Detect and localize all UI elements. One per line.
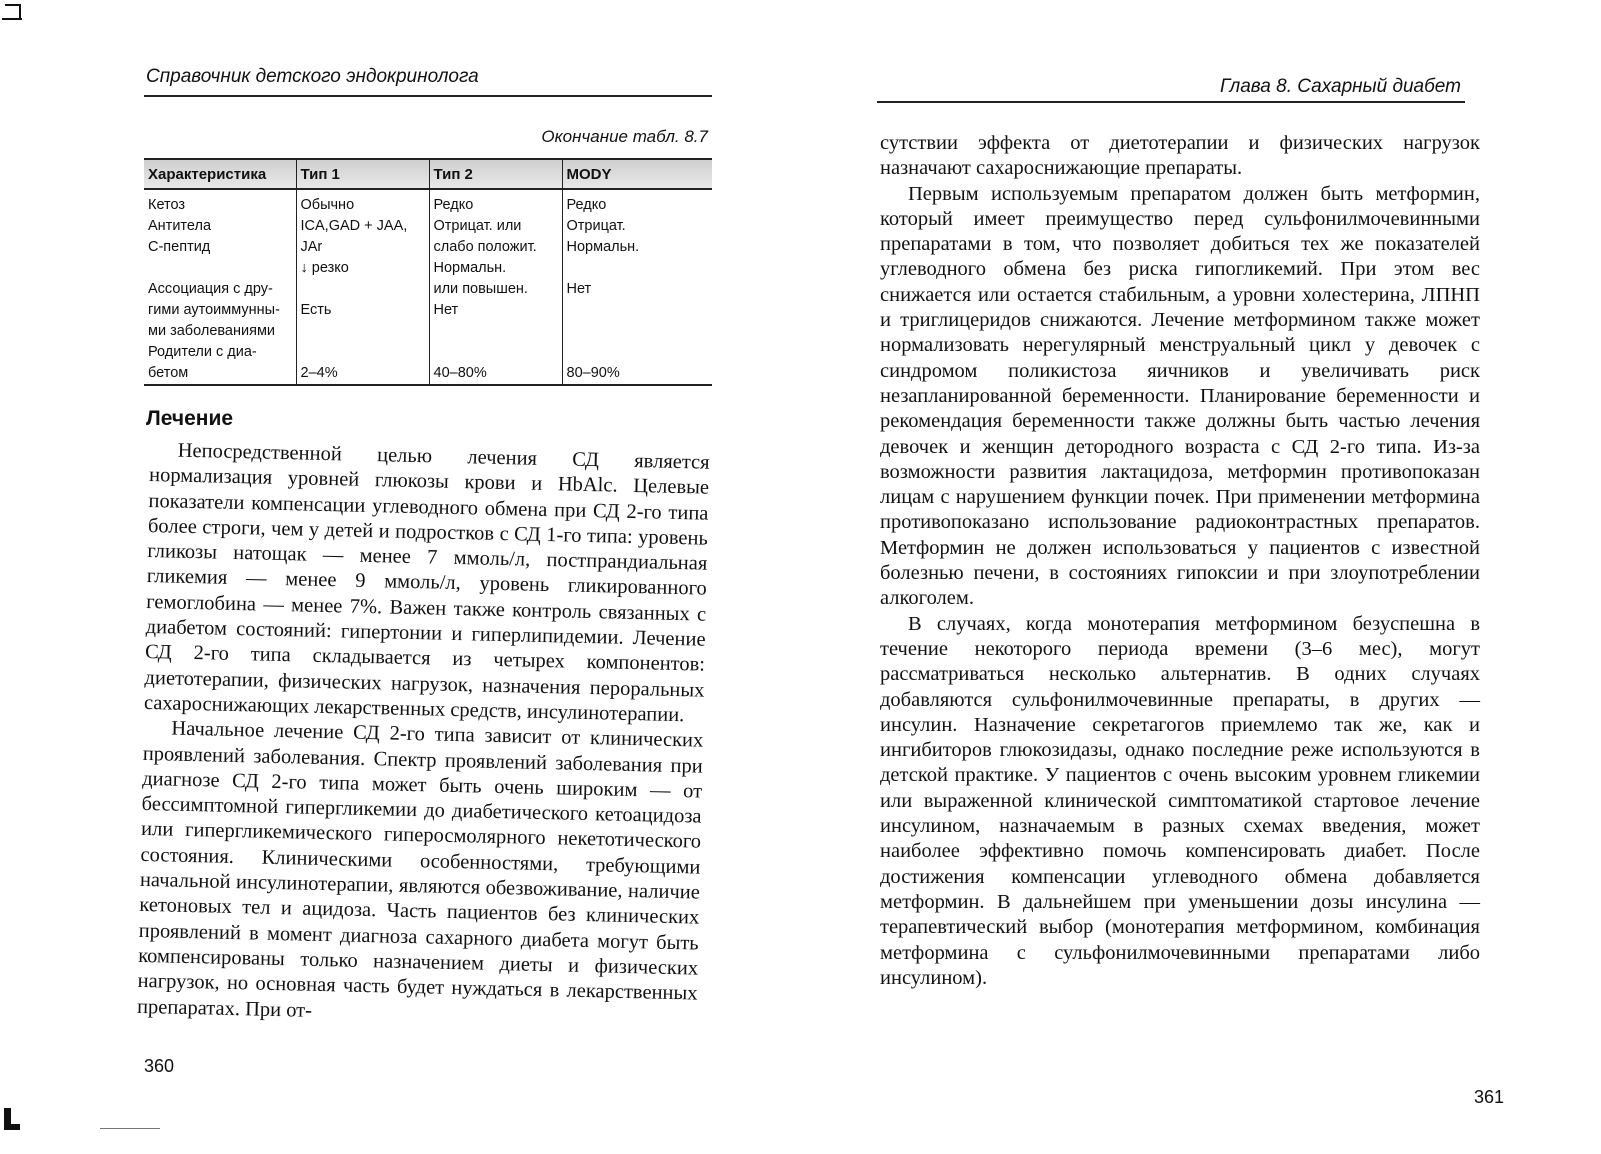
running-head-right: Глава 8. Сахарный диабет [1220,76,1461,97]
table-column-characteristic [144,189,296,385]
right-page [800,0,1601,1154]
table-cell-line: Обычно [300,197,355,213]
table-cell-line: 2–4% [300,365,338,381]
paragraph: Начальное лечение СД 2-го типа зависит от клинических проявлений заболевания. Спектр проявлений заболевания при диагнозе СД 2-го типа может быть очень широким — от бессимптомной гипергликемии до диабетического кетоацидоза или гипергликемического гиперосмолярного некетотического состояния. Клиническими особенностями, требующими начальной инсулинотерапии, являются обезвоживание, наличие кетоновых тел и ацидоза. Часть пациентов без клинических проявлений в момент диагноза сахарного диабета могут быть компенсированы только назначением диеты и физических нагрузок, но основная часть будет нуждаться в лекарственных препаратах. При от- [136,717,704,1022]
table-column-mody [562,189,712,385]
table-cell-line: JAr [300,239,323,255]
table-header-cell: Характеристика [144,159,296,189]
scan-corner-mark [2,18,22,20]
table-cell-line: гими аутоиммунны- [148,302,280,318]
table-cell-line: Отрицат. [566,218,626,234]
table-cell-line: Отрицат. или [433,218,522,234]
table-cell-line: Родители с диа- [148,344,257,360]
table-caption: Окончание табл. 8.7 [541,127,708,146]
paragraph: В случаях, когда монотерапия метформином безуспешна в течение некоторого периода времени (3–6 мес), могут рассматриваться несколько альтернатив. В одних случаях добавляются сульфонилмочевинные препараты, в других — инсулин. Назначение секретагогов приемлемо так же, как и ингибиторов глюкозидазы, однако последние реже используются в детской практике. У пациентов с очень высоким уровнем гликемии или выраженной клинической симптоматикой стартовое лечение инсулином, назначаемым в разных схемах введения, может наиболее эффективно помочь компенсировать диабет. После достижения компенсации углеводного обмена добавляется метформин. В дальнейшем при уменьшении дозы инсулина — терапевтический выбор (монотерапия метформином, комбинация метформина с сульфонилмочевинными препаратами либо инсулином). [880,612,1480,989]
table-cell-line: Редко [433,197,474,213]
table-cell-line: ICA,GAD + JAA, [300,218,408,234]
section-heading: Лечение [146,407,234,430]
right-body-text [880,131,1480,991]
table-cell-line: Ассоциация с дру- [148,281,273,297]
table-cell-line: Кетоз [148,197,186,213]
scan-bottom-line [100,1128,160,1129]
table-column-type2 [429,189,562,385]
header-rule-left [144,95,712,97]
table-cell-line: С-пептид [148,239,211,255]
table-cell-line: Антитела [148,218,212,234]
table-header-cell: Тип 2 [429,159,562,189]
table-cell-line: ми заболеваниями [148,323,276,339]
table-header-cell: Тип 1 [296,159,429,189]
running-head-left: Справочник детского эндокринолога [146,66,479,87]
table-cell-line: Нет [433,302,459,318]
table-cell-line: Нормальн. [566,239,640,255]
table-header-row [144,159,712,189]
left-body-text [137,438,710,1032]
table-cell-line: 80–90% [566,365,620,381]
paragraph: Первым используемым препаратом должен быть метформин, который имеет преимущество перед сульфонилмочевинными препаратами в том, что позволяет добиться тех же показателей углеводного обмена без риска гипогликемий. При этом вес снижается или остается стабильным, а уровни холестерина, ЛПНП и триглицеридов снижаются. Лечение метформином также может нормализовать нерегулярный менструальный цикл у девочек с синдромом поликистоза яичников и увеличивать риск незапланированной беременности. Планирование беременности и рекомендация беременности также должны быть частью лечения девочек и женщин детородного возраста с СД 2-го типа. Из-за возможности развития лактацидоза, метформин противопоказан лицам с нарушением функции почек. При применении метформина противопоказано использование радиоконтрастных препаратов. Метформин не должен использоваться у пациентов с известной болезнью печени, в состояниях гипоксии и при злоупотреблении алкоголем. [880,182,1480,610]
header-rule-right [877,101,1465,103]
table-header-cell: MODY [562,159,712,189]
page-number-left: 360 [144,1056,175,1076]
table-cell-line: Есть [300,302,332,318]
table-row [144,189,712,385]
scan-corner-mark [19,4,21,18]
table-cell-line: Нет [566,281,592,297]
reference-table [144,158,712,386]
paragraph: Непосредственной целью лечения СД является нормализация уровней глюкозы крови и HbAlc. Целевые показатели компенсации углеводного обмена при СД 2-го типа более строги, чем у детей и подростков с СД 1-го типа: уровень гликозы натощак — менее 7 ммоль/л, постпрандиальная гликемия — менее 9 ммоль/л, уровень гликированного гемоглобина — менее 7%. Важен также контроль связанных с диабетом состояний: гипертонии и гиперлипидемии. Лечение СД 2-го типа складывается из четырех компонентов: диетотерапии, физических нагрузок, назначения пероральных сахароснижающих лекарственных средств, инсулинотерапии. [143,439,710,727]
table-cell-line: ↓ резко [300,260,349,276]
scan-corner-mark [4,1124,20,1130]
table-cell-line: бетом [148,365,189,381]
left-page [0,0,760,1154]
table-cell-line: или повышен. [433,281,528,297]
paragraph: сутствии эффекта от диетотерапии и физических нагрузок назначают сахароснижающие препараты. [880,132,1480,180]
page-number-right: 361 [1474,1087,1505,1107]
table-cell-line: 40–80% [433,365,487,381]
table-column-type1 [296,189,429,385]
table-cell-line: Редко [566,197,607,213]
table-cell-line: слабо положит. [433,239,537,255]
table-cell-line: Нормальн. [433,260,507,276]
